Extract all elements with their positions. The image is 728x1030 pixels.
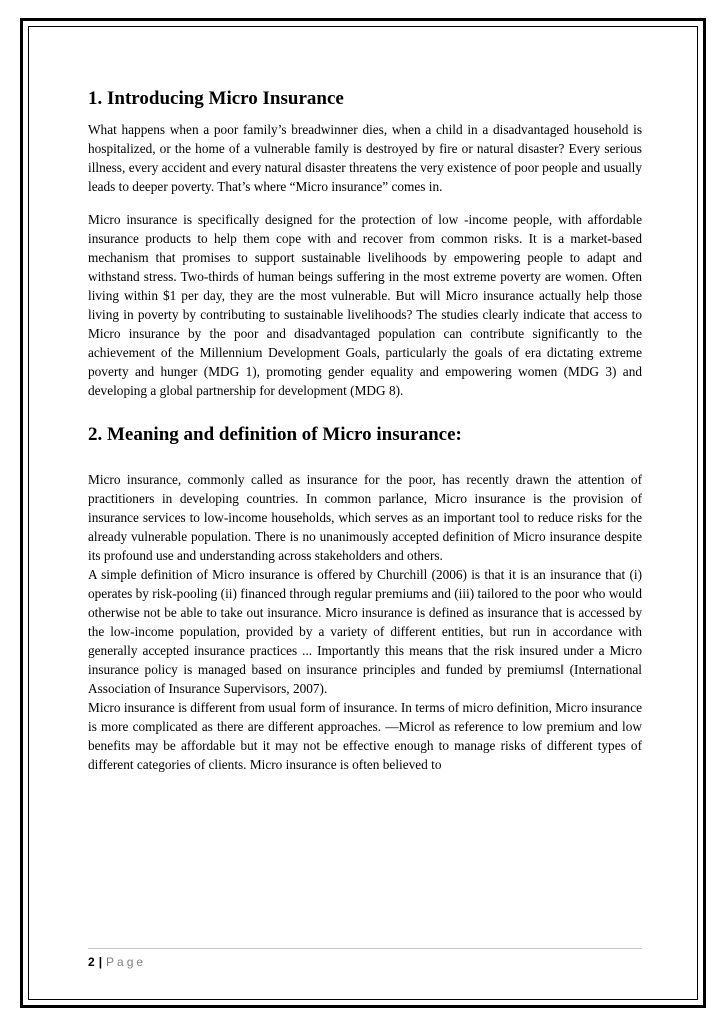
page-label: Page — [106, 955, 147, 969]
paragraph: Micro insurance, commonly called as insurance for the poor, has recently drawn the attention of practitioners in developing countries. In common parlance, Micro insurance is the provision of insurance services to low-income households, which serves as an important tool to reduce risks for the already vulnerable population. There is no unanimously accepted definition of Micro insurance despite its profound use and understanding across stakeholders and others. — [88, 472, 642, 563]
paragraph: Micro insurance is different from usual form of insurance. In terms of micro definition, Micro insurance is more complicated as there are different approaches. ―Micro‖ as reference to low premium and low benefits may be affordable but it may not be effective enough to manage risks of different types of different categories of clients. Micro insurance is often believed to — [88, 700, 642, 772]
paragraph: A simple definition of Micro insurance is offered by Churchill (2006) is that it is an insurance that (i) operates by risk-pooling (ii) financed through regular premiums and (iii) tailored to the poor who would otherwise not be able to take out insurance. Micro insurance is defined as insurance that is accessed by the low-income population, provided by a variety of different entities, but run in accordance with generally accepted insurance practices ... Importantly this means that the risk insured under a Micro insurance policy is managed based on insurance principles and funded by premiums‖ (International Association of Insurance Supervisors, 2007). — [88, 567, 642, 696]
paragraph: Micro insurance is specifically designed for the protection of low -income people, with affordable insurance products to help them cope with and recover from common risks. It is a market-based mechanism that promises to support sustainable livelihoods by empowering people to adapt and withstand stress. Two-thirds of human beings suffering in the most extreme poverty are women. Often living within $1 per day, they are the most vulnerable. But will Micro insurance actually help those living in poverty by contributing to sustainable livelihoods? The studies clearly indicate that access to Micro insurance by the poor and disadvantaged population can contribute significantly to the achievement of the Millennium Development Goals, particularly the goals of era dictating extreme poverty and hunger (MDG 1), promoting gender equality and empowering women (MDG 3) and developing a global partnership for development (MDG 8). — [88, 212, 642, 398]
section-heading-meaning: 2. Meaning and definition of Micro insurance: — [88, 424, 462, 445]
section-heading-introducing: 1. Introducing Micro Insurance — [88, 88, 344, 109]
page-footer — [88, 948, 642, 969]
footer-separator: | — [98, 955, 103, 969]
paragraph: What happens when a poor family’s breadwinner dies, when a child in a disadvantaged household is hospitalized, or the home of a vulnerable family is destroyed by fire or natural disaster? Every serious illness, every accident and every natural disaster threatens the very existence of poor people and usually leads to deeper poverty. That’s where “Micro insurance” comes in. — [88, 122, 642, 194]
page-number: 2 — [88, 955, 95, 969]
document-body — [88, 86, 642, 774]
